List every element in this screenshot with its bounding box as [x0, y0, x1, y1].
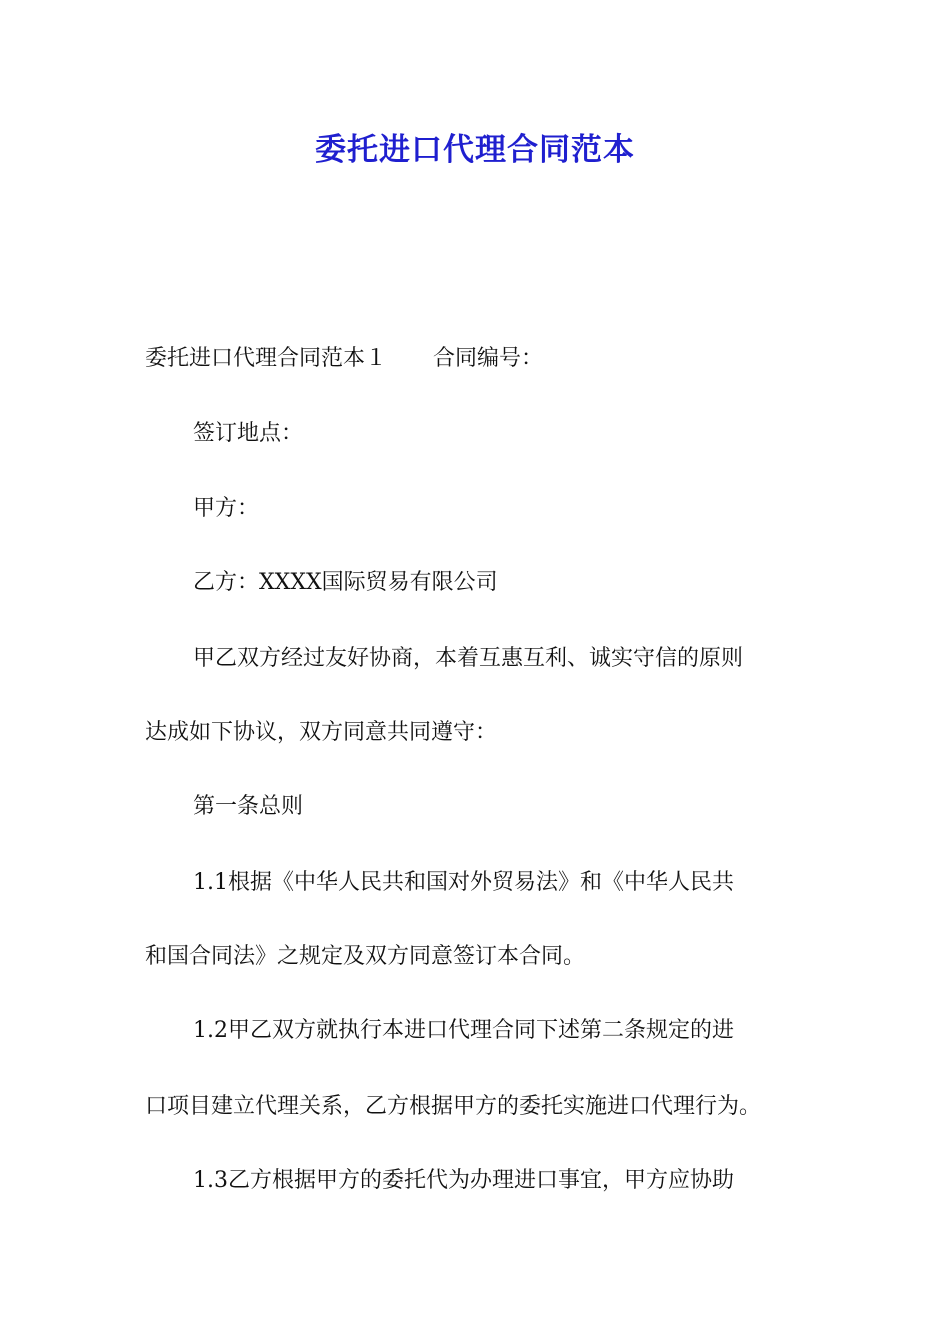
paragraph-line: 达成如下协议，双方同意共同遵守： [145, 720, 498, 745]
party-b-line: 乙方：XXXX国际贸易有限公司 [193, 570, 498, 595]
paragraph-line: 和国合同法》之规定及双方同意签订本合同。 [145, 944, 586, 969]
contract-template-label: 委托进口代理合同范本１ [145, 346, 388, 371]
signing-place-line: 签订地点： [193, 421, 304, 446]
paragraph-line: 1.2甲乙双方就执行本进口代理合同下述第二条规定的进 [193, 1018, 734, 1043]
paragraph-line: 口项目建立代理关系，乙方根据甲方的委托实施进口代理行为。 [145, 1094, 762, 1119]
paragraph-line: 1.1根据《中华人民共和国对外贸易法》和《中华人民共 [193, 870, 734, 895]
paragraph-line: 甲乙双方经过友好协商，本着互惠互利、诚实守信的原则 [193, 646, 744, 671]
document-title: 委托进口代理合同范本 [315, 132, 635, 168]
section-heading: 第一条总则 [193, 794, 304, 819]
paragraph-line: 1.3乙方根据甲方的委托代为办理进口事宜，甲方应协助 [193, 1168, 734, 1193]
party-a-line: 甲方： [193, 496, 260, 521]
contract-heading-line [145, 343, 815, 375]
contract-number-label: 合同编号： [433, 346, 544, 371]
